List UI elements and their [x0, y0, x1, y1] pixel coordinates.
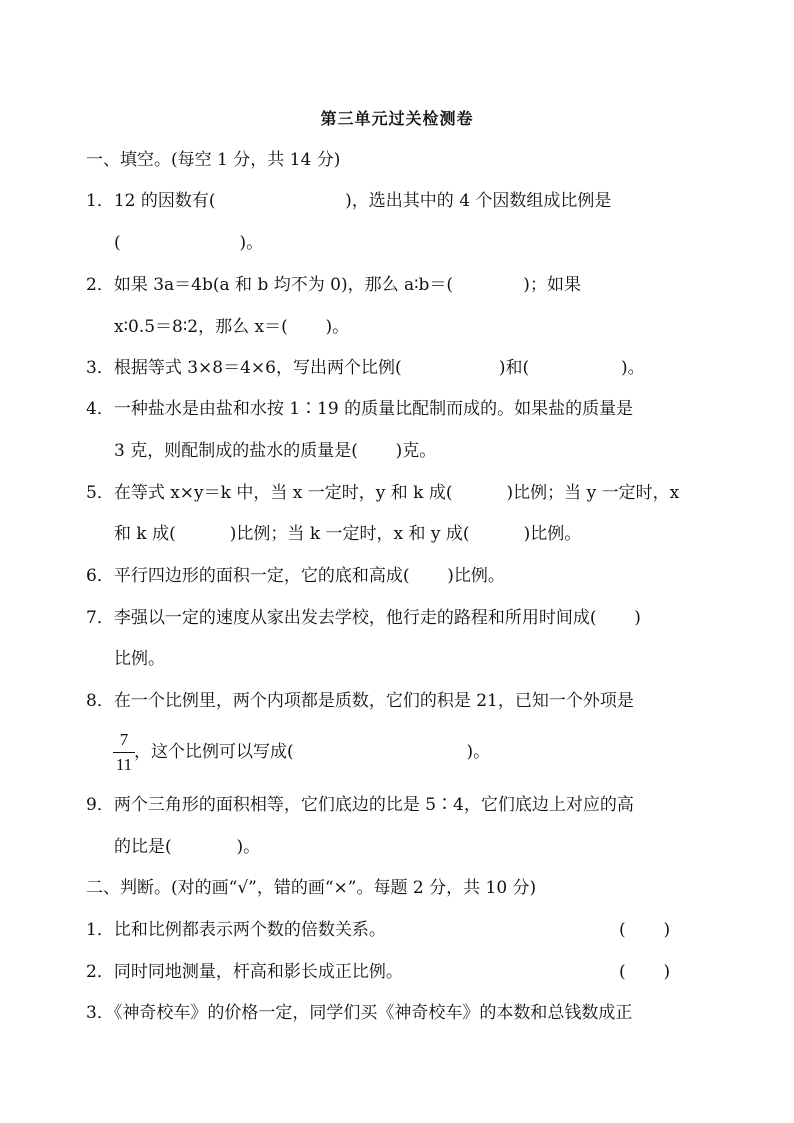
q8-line2: ，这个比例可以写成( )。: [134, 742, 491, 762]
judge-q1-text: 1．比和比例都表示两个数的倍数关系。: [86, 920, 386, 940]
judge-q1-answer-paren[interactable]: ( ): [619, 920, 671, 940]
q6-line1: 6．平行四边形的面积一定，它的底和高成( )比例。: [86, 566, 505, 586]
page-title: 第三单元过关检测卷: [320, 109, 474, 128]
judge-q2-text: 2．同时同地测量，杆高和影长成正比例。: [86, 962, 403, 982]
q7-line1: 7．李强以一定的速度从家出发去学校，他行走的路程和所用时间成( ): [86, 608, 641, 628]
judge-q3-text: 3．《神奇校车》的价格一定，同学们买《神奇校车》的本数和总钱数成正: [86, 1003, 633, 1023]
q5-line1: 5．在等式 x×y＝k 中，当 x 一定时，y 和 k 成( )比例；当 y 一定时，x: [86, 483, 680, 503]
q3-line1: 3．根据等式 3×8＝4×6，写出两个比例( )和( )。: [86, 358, 645, 378]
section1-heading: 一、填空。(每空 1 分，共 14 分): [86, 150, 341, 170]
judge-q2-answer-paren[interactable]: ( ): [619, 962, 671, 982]
q4-line1: 4．一种盐水是由盐和水按 1∶19 的质量比配制而成的。如果盐的质量是: [86, 399, 634, 419]
q1-line2: ( )。: [114, 233, 264, 253]
q9-line2: 的比是( )。: [114, 837, 261, 857]
q8-line1: 8．在一个比例里，两个内项都是质数，它们的积是 21，已知一个外项是: [86, 691, 634, 711]
q9-line1: 9．两个三角形的面积相等，它们底边的比是 5∶4，它们底边上对应的高: [86, 795, 634, 815]
q2-line2: x∶0.5＝8∶2，那么 x＝( )。: [114, 317, 350, 337]
q2-line1: 2．如果 3a＝4b(a 和 b 均不为 0)，那么 a∶b＝( )；如果: [86, 275, 581, 295]
fraction-denominator: 11: [115, 755, 133, 774]
fraction-seven-elevenths: [113, 729, 135, 776]
section2-heading: 二、判断。(对的画“√”，错的画“×”。每题 2 分，共 10 分): [86, 878, 537, 898]
fraction-numerator: 7: [113, 729, 135, 753]
q5-line2: 和 k 成( )比例；当 k 一定时，x 和 y 成( )比例。: [114, 524, 582, 544]
q4-line2: 3 克，则配制成的盐水的质量是( )克。: [114, 441, 437, 461]
q1-line1: 1．12 的因数有( )，选出其中的 4 个因数组成比例是: [86, 191, 612, 211]
q7-line2: 比例。: [114, 649, 165, 669]
